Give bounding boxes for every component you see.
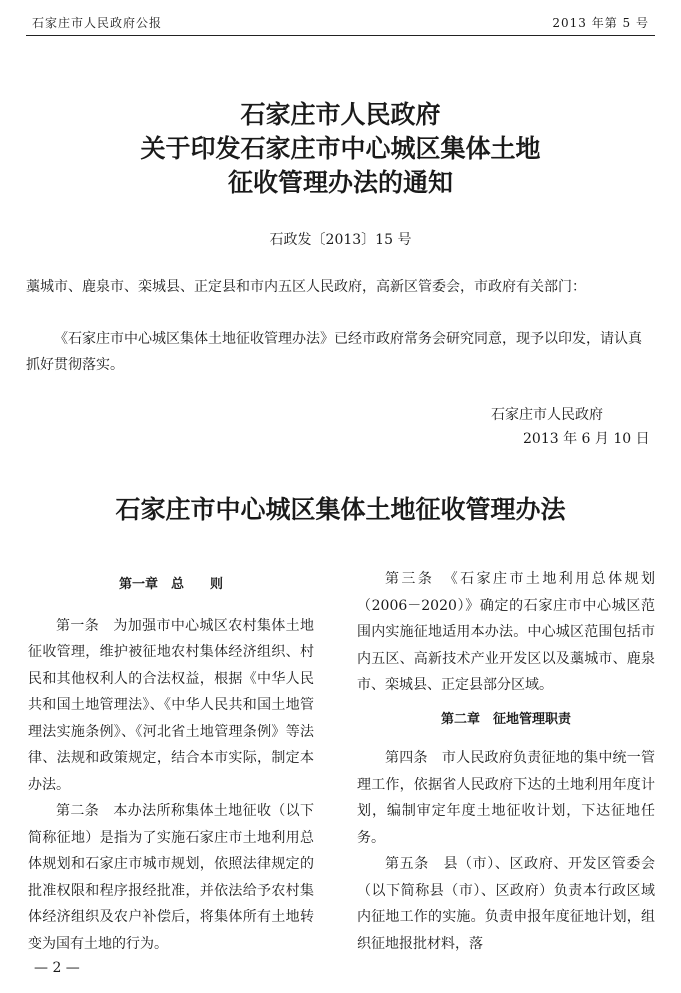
notice-title-line: 征收管理办法的通知 [227, 168, 453, 197]
article-1: 第一条 为加强市中心城区农村集体土地征收管理，维护被征地农村集体经济组织、村民和其他权利人的合法权益，根据《中华人民共和国土地管理法》、《中华人民共和国土地管理法实施条例》、《河北省土地管理条例》等法律、法规和政策规定，结合本市实际，制定本办法。 [28, 617, 314, 793]
notice-title-line: 关于印发石家庄市中心城区集体土地 [140, 134, 541, 163]
notice-body: 《石家庄市中心城区集体土地征收管理办法》已经市政府常务会研究同意，现予以印发，请认真抓好贯彻落实。 [26, 331, 642, 373]
article-2: 第二条 本办法所称集体土地征收（以下简称征地）是指为了实施石家庄市土地利用总体规划和石家庄市城市规划，依照法律规定的批准权限和程序报经批准，并依法给予农村集体经济组织及农户补偿后，将集体所有土地转变为国有土地的行为。 [28, 803, 314, 952]
chapter-heading: 第一章 总 则 [118, 577, 223, 592]
running-header [26, 10, 655, 32]
chapter-heading: 第二章 征地管理职责 [440, 711, 571, 727]
document-number: 石政发〔2013〕15 号 [269, 232, 412, 248]
header-rule [26, 35, 655, 36]
article-5: 第五条 县（市）、区政府、开发区管委会（以下简称县（市）、区政府）负责本行政区域内征地工作的实施。负责申报年度征地计划，组织征地报批材料，落 [357, 856, 655, 952]
publication-name: 石家庄市人民政府公报 [32, 16, 163, 30]
left-column [28, 560, 314, 957]
signature-date: 2013 年 6 月 10 日 [523, 431, 650, 447]
notice-title-line: 石家庄市人民政府 [240, 100, 441, 129]
signature-org: 石家庄市人民政府 [491, 407, 603, 423]
notice-title [0, 98, 681, 200]
page-number: — 2 — [34, 960, 80, 976]
issue-number: 2013 年第 5 号 [552, 16, 649, 30]
right-column [357, 566, 655, 957]
article-4: 第四条 市人民政府负责征地的集中统一管理工作，依据省人民政府下达的土地利用年度计划，编制审定年度土地征收计划，下达征地任务。 [357, 750, 655, 846]
addressee: 藁城市、鹿泉市、栾城县、正定县和市内五区人民政府，高新区管委会，市政府有关部门： [26, 279, 586, 295]
article-3: 第三条 《石家庄市土地利用总体规划（2006－2020）》确定的石家庄市中心城区范围内实施征地适用本办法。中心城区范围包括市内五区、高新技术产业开发区以及藁城市、鹿泉市、栾城县、正定县部分区域。 [357, 571, 655, 693]
measures-title: 石家庄市中心城区集体土地征收管理办法 [115, 495, 566, 524]
